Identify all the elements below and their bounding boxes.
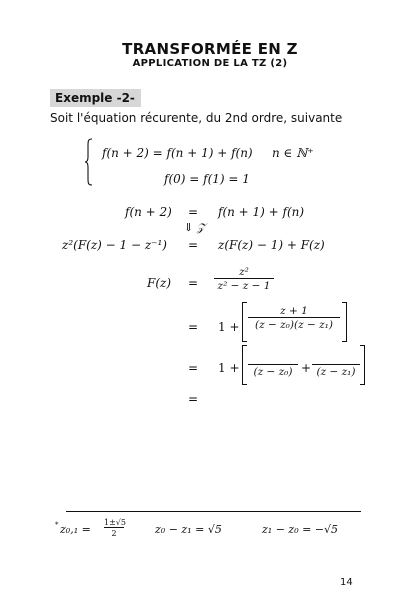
line6-equals: = <box>188 392 199 406</box>
line5-fraction-2 <box>312 352 360 378</box>
line4-fraction <box>248 305 340 331</box>
line5-plus: + <box>301 361 312 375</box>
example-label: Exemple -2- <box>50 89 141 107</box>
line1-equals: = <box>188 205 199 219</box>
line3-fraction <box>214 266 274 292</box>
line5-denominator-2: (z − z₁) <box>312 364 360 378</box>
line3-lhs: F(z) <box>147 276 172 290</box>
line4-numerator: z + 1 <box>280 305 308 317</box>
line5-fraction-1 <box>248 352 298 378</box>
footnote-z01-denominator: 2 <box>104 527 124 538</box>
footnote-rule <box>66 511 361 512</box>
line5-numerator-2 <box>312 352 360 364</box>
line4-right-bracket <box>342 302 347 342</box>
page-title: TRANSFORMÉE EN Z <box>122 40 298 58</box>
line3-numerator: z² <box>239 266 249 278</box>
system-domain: n ∈ ℕ⁺ <box>272 146 314 160</box>
footnote-star: * <box>55 521 59 529</box>
footnote-diff2: z₁ − z₀ = −√5 <box>262 523 339 536</box>
intro-text: Soit l'équation récurente, du 2nd ordre, suivante <box>50 111 343 125</box>
line2-equals: = <box>188 238 199 252</box>
footnote-z01-fraction <box>104 518 124 538</box>
line2-rhs: z(F(z) − 1) + F(z) <box>218 238 325 252</box>
line3-equals: = <box>188 276 199 290</box>
line5-equals: = <box>188 361 199 375</box>
z-transform-arrow: ⇓ 𝒵 <box>184 221 206 234</box>
line1-rhs: f(n + 1) + f(n) <box>218 205 305 219</box>
page-subtitle: APPLICATION DE LA TZ (2) <box>132 58 288 69</box>
line5-denominator-1: (z − z₀) <box>248 364 298 378</box>
line5-one-plus: 1 + <box>218 361 240 375</box>
footnote-diff1: z₀ − z₁ = √5 <box>155 523 222 536</box>
line1-lhs: f(n + 2) <box>125 205 172 219</box>
line4-left-bracket <box>242 302 247 342</box>
system-equation-2: f(0) = f(1) = 1 <box>164 172 250 186</box>
line5-left-bracket <box>242 345 247 385</box>
line5-numerator-1 <box>248 352 298 364</box>
line4-one-plus: 1 + <box>218 320 240 334</box>
line5-right-bracket <box>360 345 365 385</box>
line2-lhs: z²(F(z) − 1 − z⁻¹) <box>62 238 167 252</box>
footnote-z01-numerator: 1±√5 <box>104 518 126 527</box>
page-number: 14 <box>340 577 353 588</box>
footnote-z01: z₀,₁ = <box>60 523 91 536</box>
line4-denominator: (z − z₀)(z − z₁) <box>248 317 340 331</box>
left-brace-icon <box>84 138 93 186</box>
system-equation-1: f(n + 2) = f(n + 1) + f(n) <box>102 146 253 160</box>
line4-equals: = <box>188 320 199 334</box>
line3-denominator: z² − z − 1 <box>214 278 274 292</box>
